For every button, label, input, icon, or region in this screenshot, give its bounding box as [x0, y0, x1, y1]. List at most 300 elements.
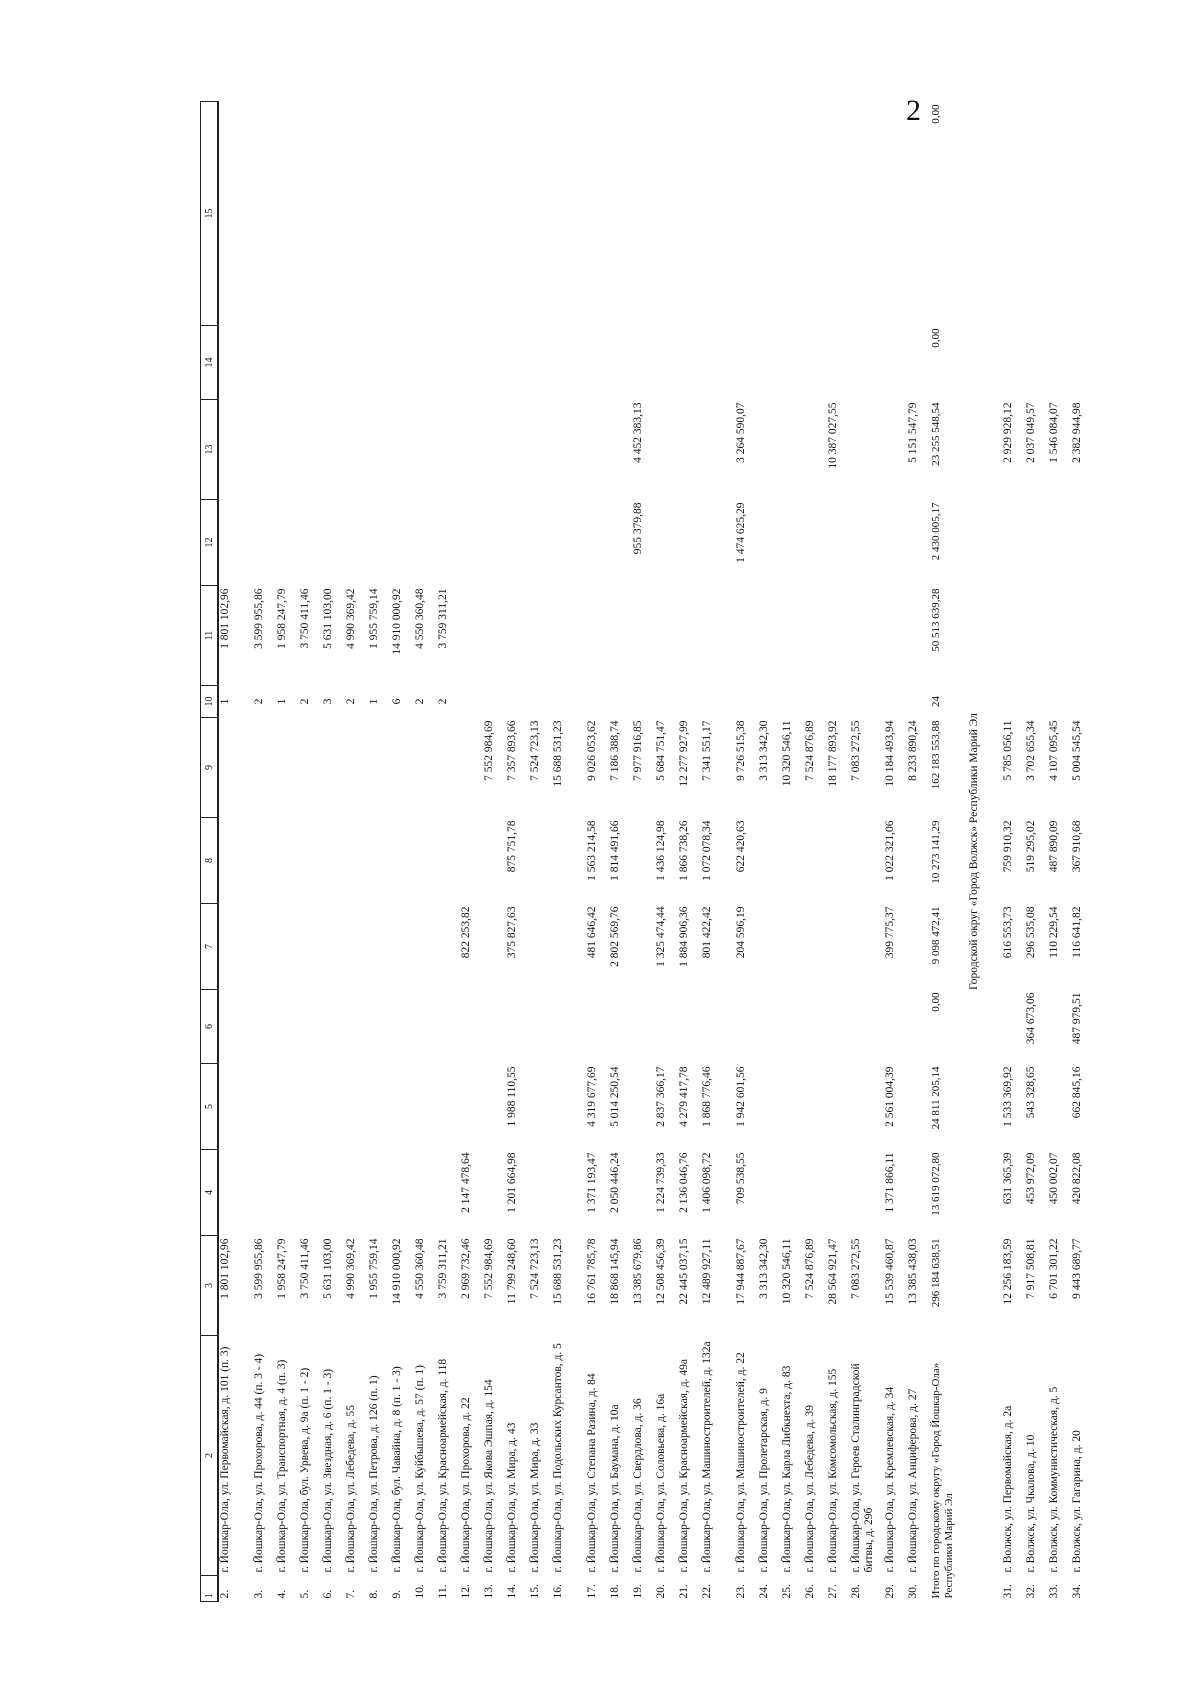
table-cell	[850, 586, 884, 686]
column-header-2: 2	[201, 1336, 219, 1576]
table-cell: 18.	[609, 1584, 621, 1599]
table-cell: г. Йошкар-Ола, ул. Петрова, д. 126 (п. 1)	[368, 1375, 380, 1573]
table-cell	[299, 1150, 322, 1236]
table-cell: г. Волжск, ул. Коммунистическая, д. 5	[1048, 1386, 1060, 1573]
table-cell: 487 890,09	[1048, 820, 1060, 873]
table-cell	[414, 818, 437, 904]
table-cell: 18 868 145,94	[609, 1238, 621, 1305]
table-row	[735, 102, 758, 1602]
table-cell: г. Йошкар-Ола, ул. Куйбышева, д. 57 (п. 1)	[414, 1365, 426, 1573]
table-cell	[345, 500, 368, 586]
table-cell: 3 750 411,46	[299, 1238, 311, 1299]
table-cell	[758, 400, 781, 500]
table-cell	[345, 904, 368, 990]
table-cell: 1 868 776,46	[701, 1066, 713, 1127]
table-cell	[804, 326, 827, 400]
table-cell	[437, 326, 460, 400]
table-cell	[299, 718, 322, 818]
table-cell: 12 256 183,59	[1002, 1238, 1014, 1305]
table-cell: г. Йошкар-Ола, ул. Подольских Курсантов, д. 5	[552, 1343, 564, 1573]
table-cell: 28 564 921,47	[827, 1238, 839, 1305]
table-cell: г. Йошкар-Ола, ул. Анциферова, д. 27	[907, 1388, 919, 1573]
column-header-10: 10	[201, 686, 219, 718]
table-cell	[437, 1064, 460, 1150]
table-cell: г. Йошкар-Ола, ул. Героев Сталинградской битвы, д. 29б	[850, 1363, 875, 1573]
table-cell	[483, 904, 506, 990]
table-cell: 9 443 689,77	[1071, 1238, 1083, 1299]
table-cell: 709 538,55	[735, 1152, 747, 1205]
table-cell	[586, 586, 609, 686]
table-cell	[552, 818, 586, 904]
column-header-15: 15	[201, 102, 219, 326]
table-cell	[586, 400, 609, 500]
table-row	[414, 102, 437, 1602]
table-cell	[655, 586, 678, 686]
table-cell	[735, 686, 758, 718]
table-cell: 10 184 493,94	[884, 720, 896, 787]
table-cell	[322, 400, 345, 500]
table-cell	[1048, 500, 1071, 586]
table-cell	[552, 500, 586, 586]
table-cell	[506, 990, 529, 1064]
table-cell: 10.	[414, 1584, 426, 1599]
table-cell: 12.	[460, 1584, 472, 1599]
table-cell	[391, 1064, 414, 1150]
table-cell	[276, 326, 299, 400]
table-cell: 7 524 723,13	[529, 720, 541, 781]
table-cell	[437, 500, 460, 586]
table-cell	[483, 818, 506, 904]
table-cell	[827, 102, 850, 326]
table-cell: 3 599 955,86	[253, 588, 265, 649]
table-cell: 116 641,82	[1071, 906, 1083, 958]
column-header-8: 8	[201, 818, 219, 904]
table-cell	[322, 1150, 345, 1236]
table-cell: 4.	[276, 1589, 288, 1599]
table-cell	[368, 1064, 391, 1150]
table-cell: 7 524 876,89	[804, 1238, 816, 1299]
table-cell: 801 422,42	[701, 906, 713, 959]
table-cell	[632, 1064, 655, 1150]
table-cell	[483, 1150, 506, 1236]
table-cell	[781, 586, 804, 686]
table-cell	[276, 400, 299, 500]
table-cell	[758, 990, 781, 1064]
column-header-6: 6	[201, 990, 219, 1064]
table-cell	[391, 818, 414, 904]
table-cell	[345, 400, 368, 500]
table-cell	[276, 818, 299, 904]
table-cell	[632, 904, 655, 990]
table-cell	[907, 1150, 930, 1236]
table-row	[322, 102, 345, 1602]
table-cell	[345, 718, 368, 818]
table-cell	[655, 500, 678, 586]
table-cell	[632, 586, 655, 686]
table-cell	[632, 1150, 655, 1236]
table-cell: 29.	[884, 1584, 896, 1599]
table-cell	[781, 990, 804, 1064]
table-cell: 15.	[529, 1584, 541, 1599]
table-cell: 375 827,63	[506, 906, 518, 959]
column-header-11: 11	[201, 586, 219, 686]
table-cell	[804, 102, 827, 326]
table-cell	[322, 326, 345, 400]
table-cell	[804, 1064, 827, 1150]
table-cell	[586, 102, 609, 326]
table-cell	[678, 686, 701, 718]
table-cell	[758, 1064, 781, 1150]
table-cell: 14 910 000,92	[391, 1238, 403, 1305]
table-cell	[758, 326, 781, 400]
total-cell: 0,00	[930, 992, 942, 1012]
table-cell	[218, 326, 253, 400]
table-cell	[460, 990, 483, 1064]
table-cell	[552, 1064, 586, 1150]
table-cell	[632, 686, 655, 718]
table-cell: 3 759 311,21	[437, 1238, 449, 1299]
table-cell	[414, 326, 437, 400]
table-cell: г. Йошкар-Ола, ул. Прохорова, д. 22	[460, 1397, 472, 1573]
table-row	[368, 102, 391, 1602]
table-cell: 26.	[804, 1584, 816, 1599]
table-cell: 5.	[299, 1589, 311, 1599]
table-cell	[907, 326, 930, 400]
table-cell	[827, 1150, 850, 1236]
table-cell: г. Йошкар-Ола, ул. Мира, д. 43	[506, 1422, 518, 1573]
table-cell: 7 977 916,85	[632, 720, 644, 781]
table-cell	[758, 818, 781, 904]
table-cell	[678, 326, 701, 400]
column-header-12: 12	[201, 500, 219, 586]
table-cell: 2	[437, 698, 449, 705]
table-cell	[299, 818, 322, 904]
table-cell	[701, 400, 735, 500]
table-cell	[218, 904, 253, 990]
table-cell: 1 201 664,98	[506, 1152, 518, 1213]
table-cell	[907, 904, 930, 990]
table-cell	[884, 500, 907, 586]
table-cell: 1 988 110,55	[506, 1066, 518, 1127]
region-title: Городской округ «Город Волжск» Республики Марий Эл	[968, 713, 980, 990]
header-row	[201, 102, 219, 1602]
total-cell: 24 811 205,14	[930, 1066, 942, 1130]
table-row	[907, 102, 930, 1602]
table-cell	[735, 990, 758, 1064]
table-cell	[884, 400, 907, 500]
table-cell	[758, 904, 781, 990]
table-cell	[276, 904, 299, 990]
table-cell	[368, 102, 391, 326]
table-row	[299, 102, 322, 1602]
table-cell	[391, 1150, 414, 1236]
table-cell: 631 365,39	[1002, 1152, 1014, 1205]
table-cell	[1002, 586, 1025, 686]
table-cell	[253, 326, 276, 400]
table-cell	[414, 990, 437, 1064]
table-cell: 7 186 388,74	[609, 720, 621, 781]
table-cell: 110 229,54	[1048, 906, 1060, 958]
table-cell: 7 524 723,13	[529, 1238, 541, 1299]
table-cell	[253, 102, 276, 326]
table-cell	[1002, 686, 1025, 718]
table-cell	[850, 102, 884, 326]
table-cell	[552, 904, 586, 990]
table-cell	[1025, 686, 1048, 718]
table-row	[460, 102, 483, 1602]
table-row	[781, 102, 804, 1602]
table-cell	[758, 102, 781, 326]
table-cell	[827, 904, 850, 990]
table-cell: 13.	[483, 1584, 495, 1599]
total-label: Итого по городскому округу «Город Йошкар-Ола» Республики Марий Эл	[930, 1362, 955, 1599]
table-cell	[276, 718, 299, 818]
table-cell: 23.	[735, 1584, 747, 1599]
rotated-table-sheet	[200, 102, 1083, 1602]
table-cell	[322, 818, 345, 904]
table-cell	[437, 990, 460, 1064]
table-cell	[850, 326, 884, 400]
table-cell	[609, 102, 632, 326]
table-row	[609, 102, 632, 1602]
table-cell	[907, 818, 930, 904]
table-cell	[460, 500, 483, 586]
table-cell	[276, 1064, 299, 1150]
table-cell: 1 436 124,98	[655, 820, 667, 881]
table-cell: г. Йошкар-Ола, ул. Красноармейская, д. 118	[437, 1358, 449, 1573]
table-cell	[850, 500, 884, 586]
table-cell	[276, 500, 299, 586]
table-cell	[632, 326, 655, 400]
table-cell	[483, 686, 506, 718]
table-cell: 1 533 369,92	[1002, 1066, 1014, 1127]
table-cell	[781, 818, 804, 904]
table-cell: 7 524 876,89	[804, 720, 816, 781]
table-row	[586, 102, 609, 1602]
total-cell: 10 273 141,29	[930, 820, 942, 884]
table-cell: 1 801 102,96	[219, 588, 231, 649]
table-cell: 12 508 456,39	[655, 1238, 667, 1305]
table-cell: 3 313 342,30	[758, 720, 770, 781]
table-cell: 15 688 531,23	[552, 1238, 564, 1305]
table-cell	[850, 904, 884, 990]
table-cell	[907, 586, 930, 686]
table-cell	[884, 990, 907, 1064]
table-cell	[218, 1150, 253, 1236]
table-cell	[907, 990, 930, 1064]
table-cell: г. Йошкар-Ола, ул. Карла Либкнехта, д. 83	[781, 1365, 793, 1573]
table-row	[483, 102, 506, 1602]
table-cell	[218, 102, 253, 326]
table-cell: 2	[345, 698, 357, 705]
table-cell: г. Йошкар-Ола, ул. Кремлевская, д. 34	[884, 1386, 896, 1573]
table-cell: 8.	[368, 1589, 380, 1599]
table-row	[884, 102, 907, 1602]
table-row	[506, 102, 529, 1602]
table-cell: 487 979,51	[1071, 992, 1083, 1045]
table-cell: 11.	[437, 1584, 449, 1599]
table-cell	[460, 400, 483, 500]
table-cell: 15 688 531,23	[552, 720, 564, 787]
table-cell: г. Йошкар-Ола, ул. Мира, д. 33	[529, 1422, 541, 1573]
table-cell	[345, 1064, 368, 1150]
table-cell	[804, 904, 827, 990]
table-cell	[414, 718, 437, 818]
table-cell	[1025, 102, 1048, 326]
table-cell	[1071, 686, 1094, 718]
table-cell: 33.	[1048, 1584, 1060, 1599]
table-cell: 2 802 569,76	[609, 906, 621, 967]
table-cell	[218, 500, 253, 586]
table-cell	[1071, 326, 1094, 400]
table-cell	[345, 818, 368, 904]
column-header-1: 1	[201, 1576, 219, 1602]
table-cell	[678, 500, 701, 586]
table-cell: 4 550 360,48	[414, 588, 426, 649]
table-cell	[391, 904, 414, 990]
table-cell	[1071, 102, 1094, 326]
table-cell	[506, 400, 529, 500]
table-cell: 27.	[827, 1584, 839, 1599]
table-cell	[368, 990, 391, 1064]
total-cell: 13 619 072,80	[930, 1152, 942, 1216]
table-cell	[1025, 326, 1048, 400]
table-cell	[391, 400, 414, 500]
table-cell	[632, 102, 655, 326]
table-cell: 13 385 438,03	[907, 1238, 919, 1305]
table-cell	[701, 102, 735, 326]
table-cell	[678, 990, 701, 1064]
table-cell	[1002, 102, 1025, 326]
table-cell	[1025, 500, 1048, 586]
table-cell: г. Йошкар-Ола, ул. Красноармейская, д. 49а	[678, 1359, 690, 1573]
table-cell	[678, 102, 701, 326]
table-cell: 22 445 037,15	[678, 1238, 690, 1305]
table-row	[1025, 102, 1048, 1602]
table-cell: 1	[219, 698, 231, 705]
table-cell: 3 759 311,21	[437, 588, 449, 649]
table-cell: 3 750 411,46	[299, 588, 311, 649]
table-cell: 399 775,37	[884, 906, 896, 959]
total-cell: 9 098 472,41	[930, 906, 942, 965]
table-cell: 32.	[1025, 1584, 1037, 1599]
table-cell: 20.	[655, 1584, 667, 1599]
table-cell	[253, 904, 276, 990]
table-cell	[781, 500, 804, 586]
table-cell	[460, 718, 483, 818]
table-cell	[552, 686, 586, 718]
table-cell	[483, 400, 506, 500]
table-cell	[655, 400, 678, 500]
table-cell	[299, 102, 322, 326]
table-cell	[907, 686, 930, 718]
table-cell	[827, 326, 850, 400]
table-cell	[414, 500, 437, 586]
table-cell	[483, 102, 506, 326]
total-cell: 162 183 553,88	[930, 720, 942, 790]
table-cell	[655, 102, 678, 326]
total-cell: 24	[930, 696, 942, 707]
table-cell	[483, 1064, 506, 1150]
table-cell	[850, 818, 884, 904]
table-cell	[460, 1064, 483, 1150]
table-cell	[529, 500, 552, 586]
table-cell: 15 539 460,87	[884, 1238, 896, 1305]
table-cell	[529, 1064, 552, 1150]
table-cell: 7 083 272,55	[850, 720, 862, 781]
table-cell	[437, 1150, 460, 1236]
table-cell: 3 264 590,07	[735, 402, 747, 463]
table-cell	[701, 686, 735, 718]
table-cell	[781, 686, 804, 718]
table-cell	[529, 102, 552, 326]
table-cell: 19.	[632, 1584, 644, 1599]
table-cell: 204 596,19	[735, 906, 747, 959]
table-cell: 28.	[850, 1584, 862, 1599]
table-cell	[632, 818, 655, 904]
table-cell: 453 972,09	[1025, 1152, 1037, 1205]
table-cell	[391, 500, 414, 586]
table-row	[391, 102, 414, 1602]
table-cell	[609, 400, 632, 500]
table-cell	[827, 586, 850, 686]
table-row	[253, 102, 276, 1602]
table-cell	[391, 990, 414, 1064]
table-cell	[586, 686, 609, 718]
table-cell	[391, 718, 414, 818]
table-cell: 16 761 785,78	[586, 1238, 598, 1305]
table-cell	[437, 400, 460, 500]
table-cell: 3 599 955,86	[253, 1238, 265, 1299]
table-cell	[368, 326, 391, 400]
table-cell	[218, 818, 253, 904]
table-cell	[299, 326, 322, 400]
table-cell	[804, 686, 827, 718]
table-cell	[850, 990, 884, 1064]
table-cell: 9 026 053,62	[586, 720, 598, 781]
table-cell	[850, 686, 884, 718]
table-row	[758, 102, 781, 1602]
table-cell	[1048, 990, 1071, 1064]
table-cell: 6	[391, 698, 403, 705]
table-cell: 822 253,82	[460, 906, 472, 959]
table-cell	[414, 102, 437, 326]
table-cell	[368, 904, 391, 990]
table-cell: 1 942 601,56	[735, 1066, 747, 1127]
column-header-3: 3	[201, 1236, 219, 1336]
table-cell	[1048, 326, 1071, 400]
table-cell	[884, 686, 907, 718]
table-cell	[345, 1150, 368, 1236]
table-cell: г. Йошкар-Ола, ул. Степана Разина, д. 84	[586, 1373, 598, 1573]
table-cell: 2 037 049,57	[1025, 402, 1037, 463]
table-cell: 955 379,88	[632, 502, 644, 555]
table-cell	[483, 500, 506, 586]
table-cell	[804, 586, 827, 686]
table-cell	[437, 102, 460, 326]
table-cell	[276, 990, 299, 1064]
table-row	[678, 102, 701, 1602]
table-cell	[552, 586, 586, 686]
table-cell: 10 387 027,55	[827, 402, 839, 469]
table-cell	[586, 326, 609, 400]
table-cell	[414, 1064, 437, 1150]
table-cell	[218, 1064, 253, 1150]
table-cell	[827, 818, 850, 904]
table-row	[655, 102, 678, 1602]
table-row	[632, 102, 655, 1602]
table-cell: 34.	[1071, 1584, 1083, 1599]
